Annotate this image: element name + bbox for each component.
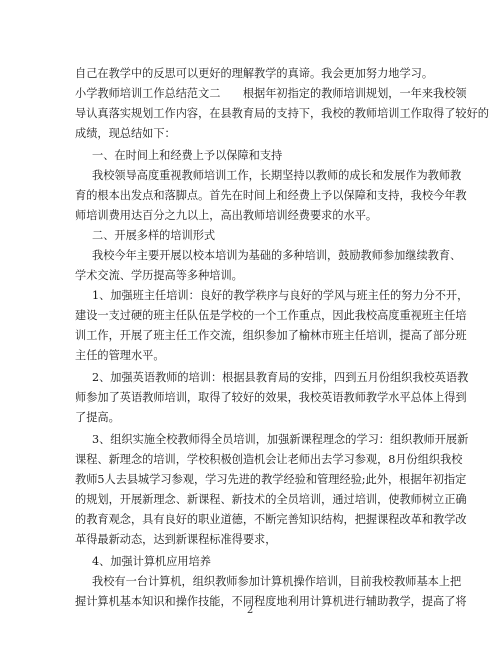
text-line: 主任的管理水平。: [75, 349, 165, 362]
text-line: 建设一支过硬的班主任队伍是学校的一个工作重点，因此我校高度重视班主任培: [75, 309, 467, 322]
text-line: 小学教师培训工作总结范文二 根据年初指定的教师培训规划，一年来我校领: [75, 87, 467, 100]
text-line: 2、加强英语教师的培训：根据县教育局的安排，四到五月份组织我校英语教: [92, 371, 469, 384]
text-line: 1、加强班主任培训：良好的教学秩序与良好的学风与班主任的努力分不开，: [92, 289, 469, 302]
text-line: 革得最新动态，达到新课程标准得要求，: [75, 533, 277, 546]
text-line: 导认真落实规划工作内容，在县教育局的支持下，我校的教师培训工作取得了较好的: [75, 107, 489, 120]
text-line: 了提高。: [75, 411, 120, 424]
text-line: 师参加了英语教师培训，取得了较好的效果，我校英语教师教学水平总体上得到: [75, 391, 467, 404]
text-line: 我校领导高度重视教师培训工作，长期坚持以教师的成长和发展作为教师教: [92, 169, 462, 182]
section-heading: 二、开展多样的培训形式: [92, 229, 216, 242]
text-line: 我校今年主要开展以校本培训为基础的多种培训，鼓励教师参加继续教育、: [92, 249, 462, 262]
text-line: 训工作，开展了班主任工作交流，组织参加了榆林市班主任培训，提高了部分班: [75, 329, 467, 342]
text-line: 握计算机基本知识和操作技能，不同程度地利用计算机进行辅助教学，提高了将: [75, 595, 467, 608]
text-line: 师培训费用达百分之九以上，高出教师培训经费要求的水平。: [75, 209, 378, 222]
text-line: 我校有一台计算机，组织教师参加计算机操作培训，目前我校教师基本上把: [92, 575, 462, 588]
text-line: 学术交流、学历提高等多种培训。: [75, 269, 243, 282]
text-line: 自己在教学中的反思可以更好的理解教学的真谛。我会更加努力地学习。: [75, 67, 434, 80]
text-line: 成绩，现总结如下：: [75, 127, 176, 140]
text-line: 的规划，开展新理念、新课程、新技术的全员培训，通过培训，使教师树立正确: [75, 493, 467, 506]
section-heading: 4、加强计算机应用培养: [92, 555, 211, 568]
text-line: 教师5人去县城学习参观，学习先进的教学经验和管理经验;此外，根据年初指定: [75, 473, 467, 486]
text-line: 育的根本出发点和落脚点。首先在时间上和经费上予以保障和支持，我校今年教: [75, 189, 467, 202]
text-line: 的教育观念，具有良好的职业道德，不断完善知识结构，把握课程改革和教学改: [75, 513, 467, 526]
text-line: 3、组织实施全校教师得全员培训，加强新课程理念的学习：组织教师开展新: [92, 433, 469, 446]
text-line: 课程、新理念的培训，学校积极创造机会让老师出去学习参观，8月份组织我校: [75, 453, 463, 466]
section-heading: 一、在时间上和经费上予以保障和支持: [92, 149, 283, 162]
page-number: 2: [246, 605, 254, 616]
